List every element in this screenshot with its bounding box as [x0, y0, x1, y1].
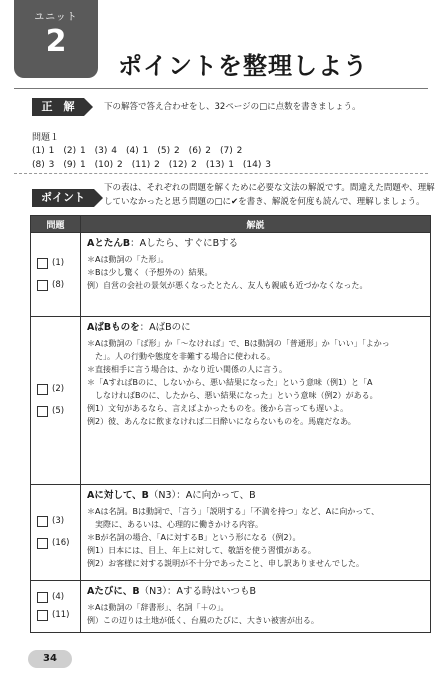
unit-label: ユニット	[34, 12, 78, 23]
rule-heading	[87, 489, 424, 502]
grammar-table	[30, 215, 431, 633]
explanation-line: 実際に、あるいは、心理的に働きかける内容。	[87, 520, 263, 529]
table-row	[31, 317, 431, 485]
points-badge: ポイント	[32, 189, 94, 207]
rule-title: AばBものを	[87, 322, 140, 333]
checkbox[interactable]	[37, 538, 48, 549]
explanation-cell	[81, 581, 431, 633]
unit-number: 2	[45, 24, 67, 59]
question-cell	[31, 317, 81, 485]
table-row	[31, 581, 431, 633]
rule-heading	[87, 321, 424, 334]
explanation-line: ＊Bは少し驚く（予想外の）結果。	[87, 268, 213, 277]
header-explanation: 解説	[81, 216, 431, 233]
table-row	[31, 485, 431, 581]
points-instruction-line1: 下の表は、それぞれの問題を解くために必要な文法の解説です。間違えた問題や、理解	[104, 183, 435, 193]
question-number: (4)	[52, 592, 65, 602]
explanation-line: 例1）文句があるなら、言えばよかったものを。後から言っても遅いよ。	[87, 404, 349, 413]
header-question: 問題	[31, 216, 81, 233]
checkbox[interactable]	[37, 592, 48, 603]
explanation-cell	[81, 485, 431, 581]
title-divider	[14, 88, 428, 89]
explanation-line: ＊直接相手に言う場合は、かなり近い関係の人に言う。	[87, 365, 287, 374]
rule-heading	[87, 585, 424, 598]
table-row	[31, 233, 431, 317]
explanation-line: 例1）日本には、目上、年上に対して、敬語を使う習慣がある。	[87, 546, 316, 555]
question-cell	[31, 233, 81, 317]
checkbox[interactable]	[37, 406, 48, 417]
explanation-line: ＊「AすればBのに、しないから、悪い結果になった」という意味（例1）と「A	[87, 378, 373, 387]
rule-description: ：Aしたら、すぐにBする	[130, 238, 239, 249]
explanation-line: 例）この辺りは土地が低く、台風のたびに、大きい被害が出る。	[87, 616, 319, 625]
explanation-line: しなければBのに、したから、悪い結果になった」という意味（例2）がある。	[87, 391, 378, 400]
question-cell	[31, 485, 81, 581]
points-instruction-line2: していなかったと思う問題の□に✔を書き、解説を何度も読んで、理解しましょう。	[104, 197, 425, 207]
section-separator	[14, 173, 428, 174]
checkbox[interactable]	[37, 610, 48, 621]
explanation-line: ＊Aは動詞の「ば形」か「～なければ」で、Bは動詞の「普通形」か「いい」「よかっ	[87, 339, 390, 348]
explanation-line: ＊Aは動詞の「た形」。	[87, 255, 169, 264]
answer-row-2: (8) 3 (9) 1 (10) 2 (11) 2 (12) 2 (13) 1 (14) 3	[32, 160, 271, 170]
question-number: (8)	[52, 280, 65, 290]
explanation-line: 例2）彼、あんなに飲まなければ二日酔いにならないものを。馬鹿だなあ。	[87, 417, 356, 426]
question-number: (11)	[52, 610, 70, 620]
explanation-line: ＊Aは名詞。Bは動詞で、「言う」「説明する」「不満を持つ」など、Aに向かって、	[87, 507, 380, 516]
question-number: (5)	[52, 406, 65, 416]
table-header-row	[31, 216, 431, 233]
explanation-line: ＊Aは動詞の「辞書形」、名詞「＋の」。	[87, 603, 229, 612]
rule-title: Aたびに、B	[87, 586, 140, 597]
rule-title: Aに対して、B	[87, 490, 149, 501]
question-number: (2)	[52, 384, 65, 394]
answers-instruction: 下の解答で答え合わせをし、32ページの□に点数を書きましょう。	[104, 102, 361, 112]
explanation-line: ＊Bが名詞の場合、「Aに対するB」という形になる（例2）。	[87, 533, 301, 542]
explanation-cell	[81, 233, 431, 317]
question-set-title: 問題１	[32, 133, 60, 143]
explanation-line: 例2）お客様に対する説明が不十分であったこと、申し訳ありませんでした。	[87, 559, 365, 568]
answers-badge: 正 解	[32, 98, 84, 116]
explanation-line: た」。人の行動や態度を非難する場合に使われる。	[87, 352, 275, 361]
rule-description: ：AばBのに	[139, 322, 191, 333]
checkbox[interactable]	[37, 516, 48, 527]
page-title: ポイントを整理しよう	[118, 52, 368, 80]
rule-description: （N3）：Aに向かって、B	[148, 490, 256, 501]
question-cell	[31, 581, 81, 633]
rule-description: （N3）：Aする時はいつもB	[139, 586, 257, 597]
rule-heading	[87, 237, 424, 250]
question-number: (3)	[52, 516, 65, 526]
explanation-line: 例）自営の会社の景気が悪くなったとたん、友人も親戚も近づかなくなった。	[87, 281, 368, 290]
checkbox[interactable]	[37, 258, 48, 269]
checkbox[interactable]	[37, 384, 48, 395]
unit-tab	[14, 0, 98, 78]
answer-row-1: (1) 1 (2) 1 (3) 4 (4) 1 (5) 2 (6) 2 (7) 2	[32, 146, 243, 156]
rule-title: AとたんB	[87, 238, 131, 249]
question-number: (1)	[52, 258, 65, 268]
explanation-cell	[81, 317, 431, 485]
page-number: 34	[28, 650, 72, 668]
question-number: (16)	[52, 538, 70, 548]
checkbox[interactable]	[37, 280, 48, 291]
